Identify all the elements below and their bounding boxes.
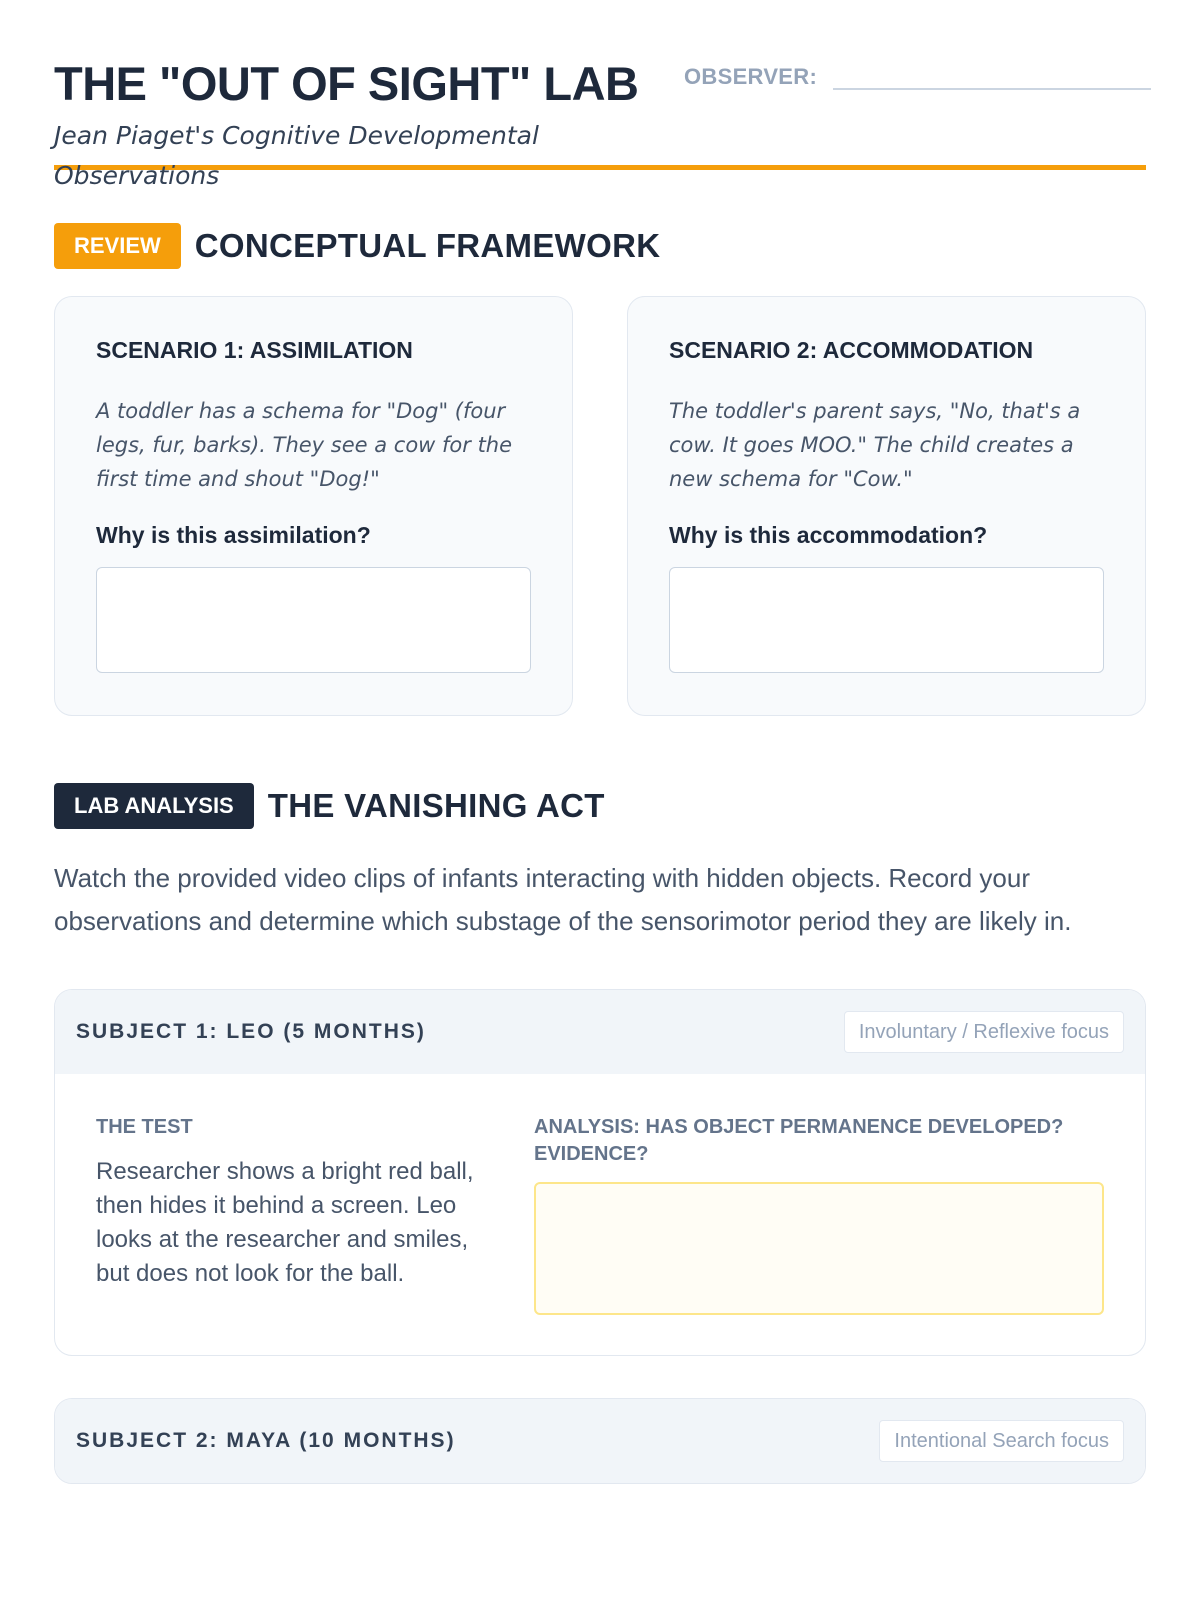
worksheet-header	[54, 0, 1146, 190]
scenario-card-accommodation	[627, 296, 1146, 716]
review-section-heading	[54, 223, 1146, 269]
subject-header	[55, 1399, 1145, 1483]
observer-input[interactable]	[833, 60, 1151, 90]
review-section	[54, 223, 1146, 716]
review-badge: REVIEW	[54, 223, 181, 269]
scenario-description: A toddler has a schema for "Dog" (four legs, fur, barks). They see a cow for the first time and shout "Dog!"	[96, 399, 513, 491]
test-column	[96, 1114, 486, 1315]
lab-section-title: THE VANISHING ACT	[267, 787, 605, 824]
subject-card-leo	[54, 989, 1146, 1356]
observer-label: OBSERVER:	[684, 64, 818, 89]
lab-analysis-section	[54, 783, 1146, 1484]
page-title: THE "OUT OF SIGHT" LAB	[54, 57, 639, 110]
observer-field-group	[684, 60, 1151, 90]
lab-analysis-badge: LAB ANALYSIS	[54, 783, 254, 829]
analysis-label: ANALYSIS: HAS OBJECT PERMANENCE DEVELOPED? EVIDENCE?	[534, 1116, 1064, 1165]
subject-name: SUBJECT 1: LEO (5 MONTHS)	[76, 1020, 426, 1043]
page-subtitle: Jean Piaget's Cognitive Developmental Observations	[54, 121, 539, 190]
subject-name: SUBJECT 2: MAYA (10 MONTHS)	[76, 1429, 456, 1452]
assimilation-answer-box[interactable]	[96, 567, 531, 673]
subject-header	[55, 990, 1145, 1074]
subject-card-maya	[54, 1398, 1146, 1484]
scenario-question: Why is this accommodation?	[669, 522, 988, 548]
focus-tag: Involuntary / Reflexive focus	[844, 1011, 1124, 1053]
test-label: THE TEST	[96, 1116, 193, 1138]
focus-tag: Intentional Search focus	[879, 1420, 1124, 1462]
scenario-question: Why is this assimilation?	[96, 522, 371, 548]
lab-instructions: Watch the provided video clips of infants interacting with hidden objects. Record your observations and determine which substage of the sensorimotor period they are likely in.	[54, 863, 1072, 936]
accommodation-answer-box[interactable]	[669, 567, 1104, 673]
analysis-column	[534, 1114, 1104, 1315]
scenario-card-assimilation	[54, 296, 573, 716]
scenario-description: The toddler's parent says, "No, that's a cow. It goes MOO." The child creates a new schema for "Cow."	[669, 399, 1081, 491]
subject-body	[55, 1074, 1145, 1355]
scenario-title: SCENARIO 2: ACCOMMODATION	[669, 337, 1034, 363]
lab-section-heading	[54, 783, 1146, 829]
scenario-title: SCENARIO 1: ASSIMILATION	[96, 337, 413, 363]
scenario-cards	[54, 296, 1146, 716]
review-section-title: CONCEPTUAL FRAMEWORK	[194, 227, 661, 264]
analysis-answer-box[interactable]	[534, 1182, 1104, 1315]
test-description: Researcher shows a bright red ball, then hides it behind a screen. Leo looks at the researcher and smiles, but does not look for the ball.	[96, 1158, 474, 1287]
